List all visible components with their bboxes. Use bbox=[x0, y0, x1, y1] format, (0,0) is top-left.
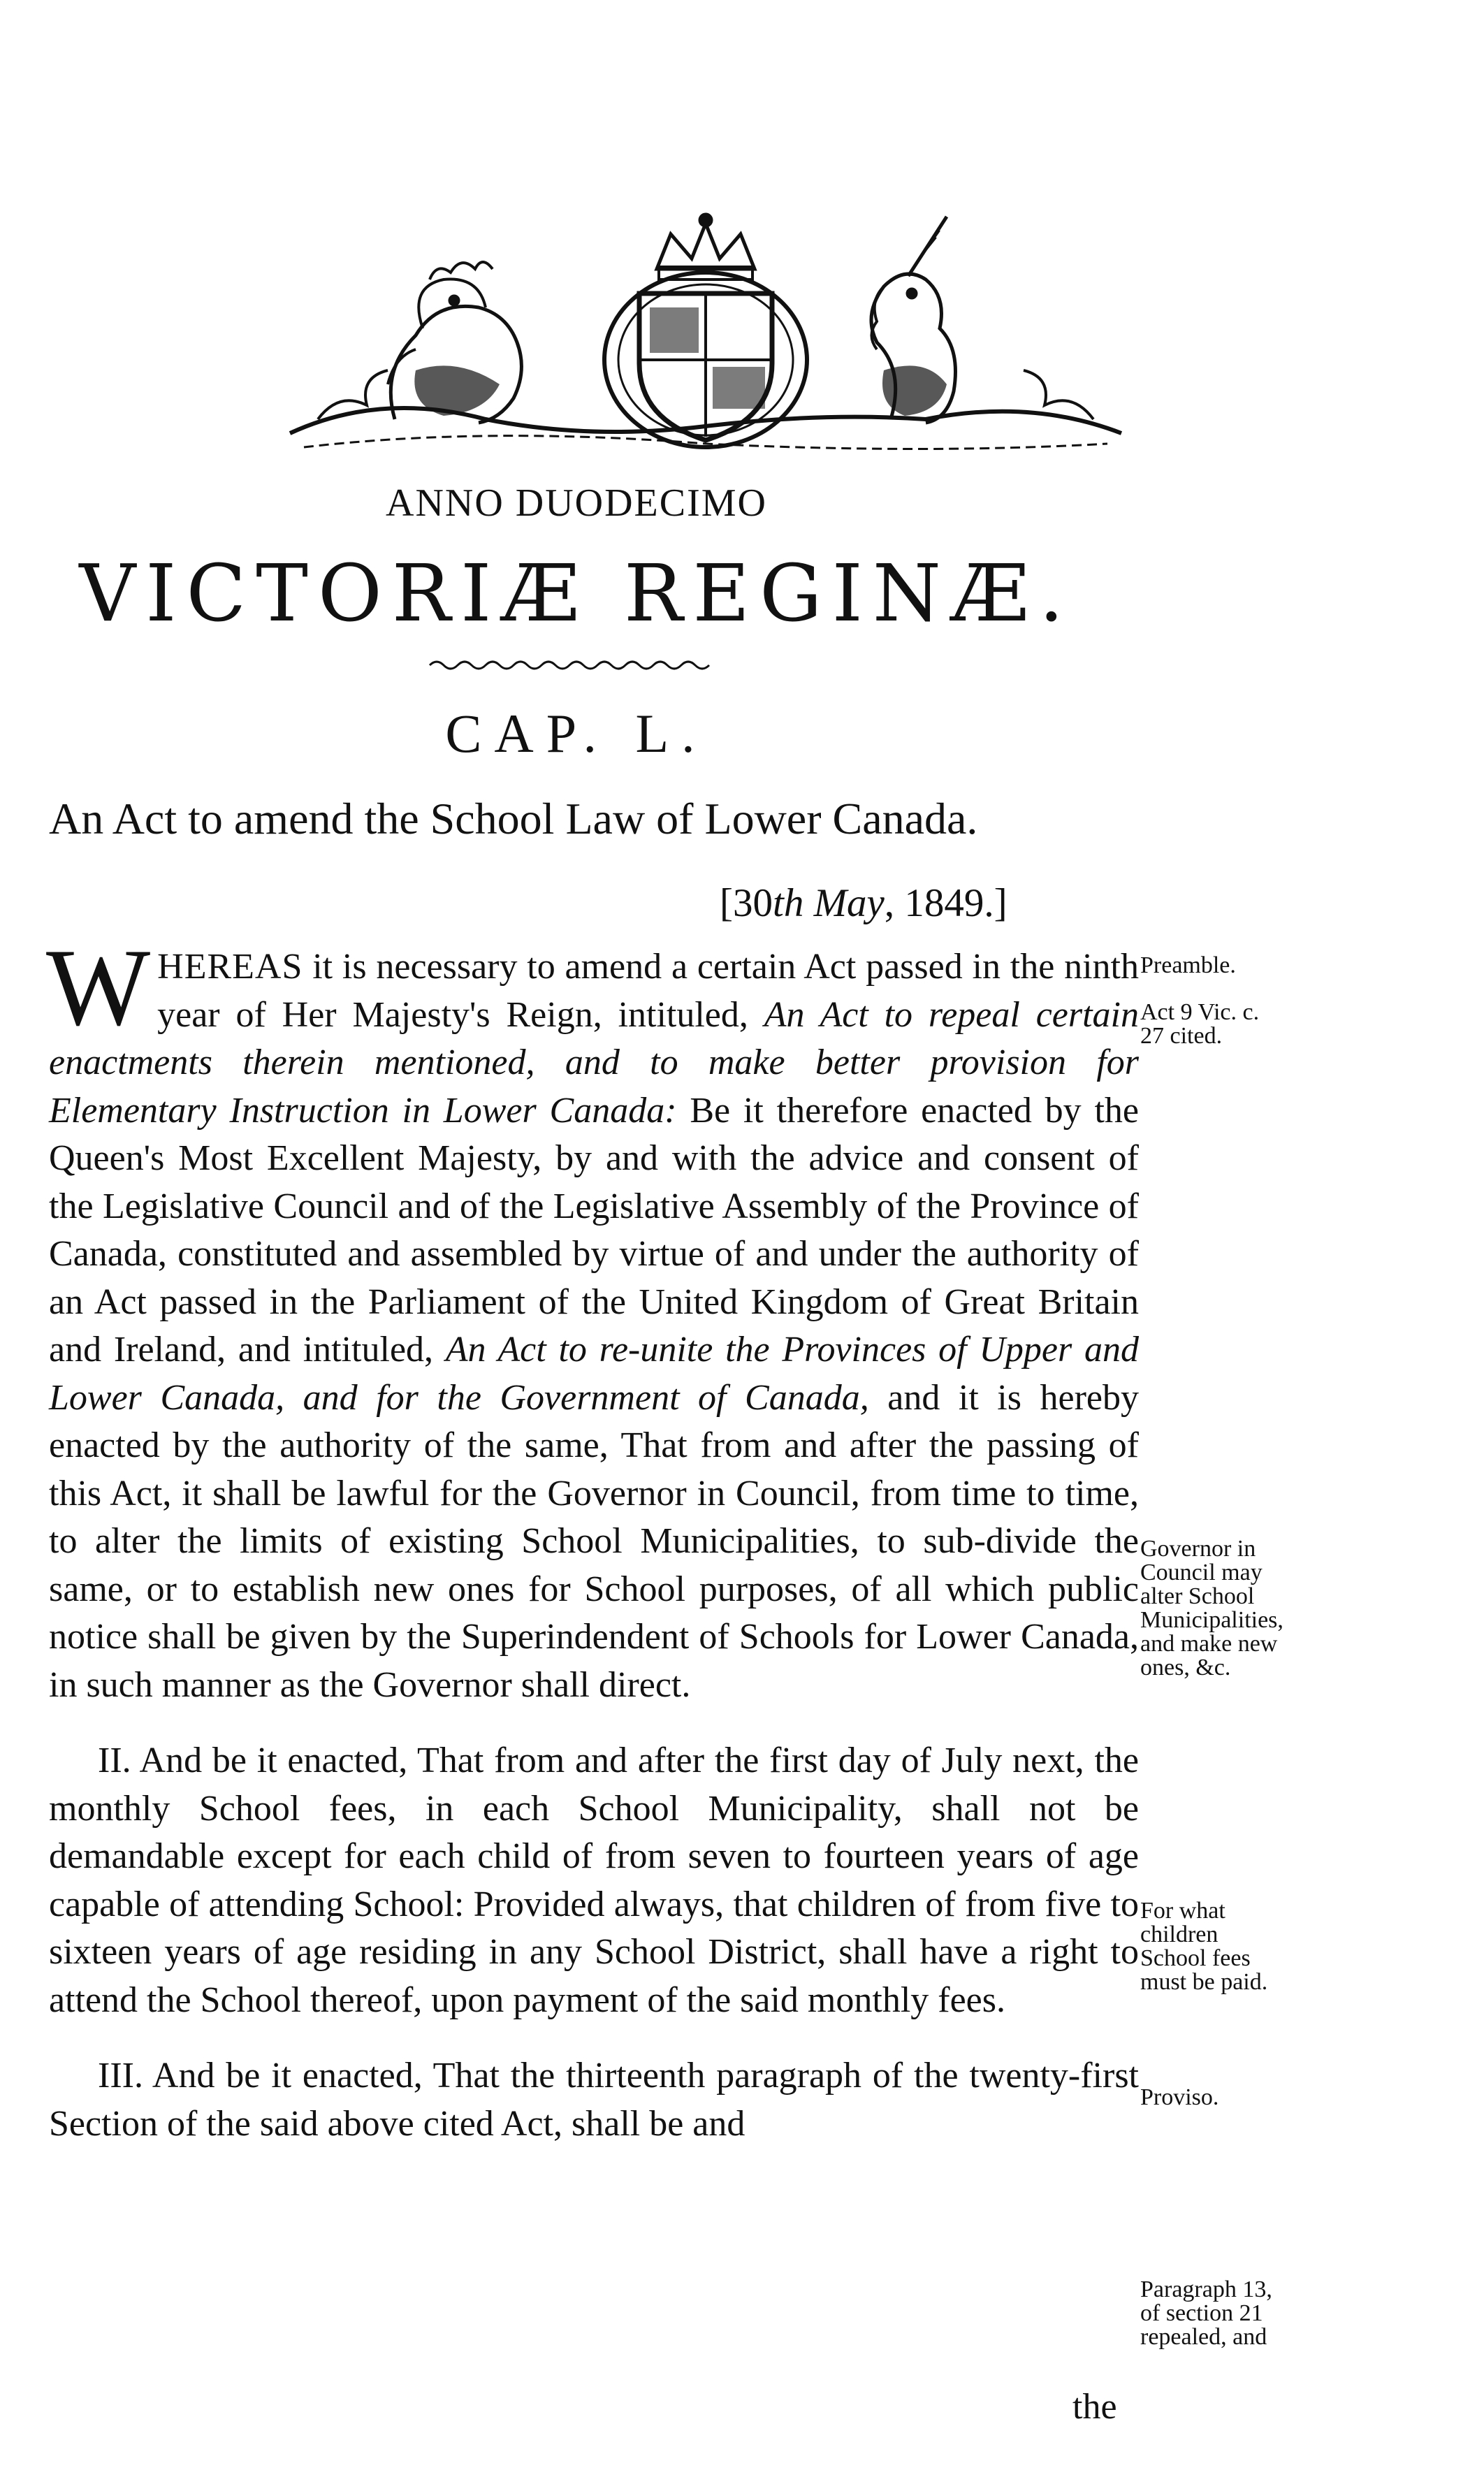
union-act-name: An Act to re-unite the Provinces of Upper and Lower Canada, and for the Government of Canada, bbox=[49, 1330, 1140, 1418]
date-month: May bbox=[813, 881, 885, 925]
preamble-lead: HEREAS bbox=[157, 947, 303, 987]
act-body bbox=[46, 927, 1140, 2148]
reign-title: VICTORIÆ REGINÆ. bbox=[79, 549, 1074, 639]
cited-act-name: An Act to repeal certain enactments therein mentioned, and to make better provision for Elementary Instruction in Lower Canada: bbox=[49, 994, 1139, 1131]
margin-note-governor: Governor in Council may alter School Municipalities, and make new ones, &c. bbox=[1140, 1536, 1283, 1680]
preamble-paragraph bbox=[46, 927, 1140, 1709]
ornament-divider bbox=[426, 657, 720, 674]
catchword: the bbox=[1072, 2387, 1117, 2427]
act-title: An Act to amend the School Law of Lower Canada. bbox=[49, 794, 978, 843]
margin-note-proviso: Proviso. bbox=[1140, 2084, 1219, 2110]
section-3: III. And be it enacted, That the thirteenth paragraph of the twenty-first Section of the said above cited Act, shall be and bbox=[49, 2056, 1139, 2144]
margin-note-preamble: Preamble. bbox=[1140, 952, 1236, 978]
date-prefix: [30 bbox=[720, 881, 773, 925]
chapter-heading: CAP. L. bbox=[445, 703, 708, 764]
margin-note-act-cited: Act 9 Vic. c. 27 cited. bbox=[1140, 999, 1260, 1049]
margin-note-children: For what children School fees must be paid. bbox=[1140, 1898, 1268, 1995]
section-2: II. And be it enacted, That from and after the first day of July next, the monthly School fees, in each School Municipality, shall not be demandable except for each child of from seven to fourteen years of age capable of attending School: Provided always, that children of from five to sixteen years of age residing in any School District, shall have a right to attend the School thereof, upon payment of the said monthly fees. bbox=[49, 1741, 1139, 2020]
margin-note-paragraph: Paragraph 13, of section 21 repealed, and bbox=[1140, 2276, 1272, 2350]
act-date bbox=[720, 880, 1007, 926]
preamble-text-3: and it is hereby enacted by the authority of the same, That from and after the passing of this Act, it shall be lawful for the Governor in Council, from time to time, to alter the limits of existing School Municipalities, to sub-divide the same, or to establish new ones for School purposes, of all which public notice shall be given by the Superindendent of Schools for Lower Canada, in such manner as the Governor shall direct. bbox=[49, 1377, 1139, 1705]
anno-heading: ANNO DUODECIMO bbox=[386, 481, 767, 525]
date-year: , 1849.] bbox=[884, 881, 1007, 925]
date-day-suffix: th bbox=[772, 881, 804, 925]
drop-capital: W bbox=[46, 927, 151, 1049]
preamble-text-2: Be it therefore enacted by the Queen's Most Excellent Majesty, by and with the advice and consent of the Legislative Council and of the Legislative Assembly of the Province of Canada, constituted and assembled by virtue of and under the authority of an Act passed in the Parliament of the United Kingdom of Great Britain and Ireland, and intituled, bbox=[49, 1090, 1140, 1370]
preamble-text-1: it is necessary to amend a certain Act passed in the ninth year of Her Majesty's Reign, intituled, bbox=[157, 947, 1139, 1035]
royal-coat-of-arms-icon bbox=[276, 210, 1135, 461]
